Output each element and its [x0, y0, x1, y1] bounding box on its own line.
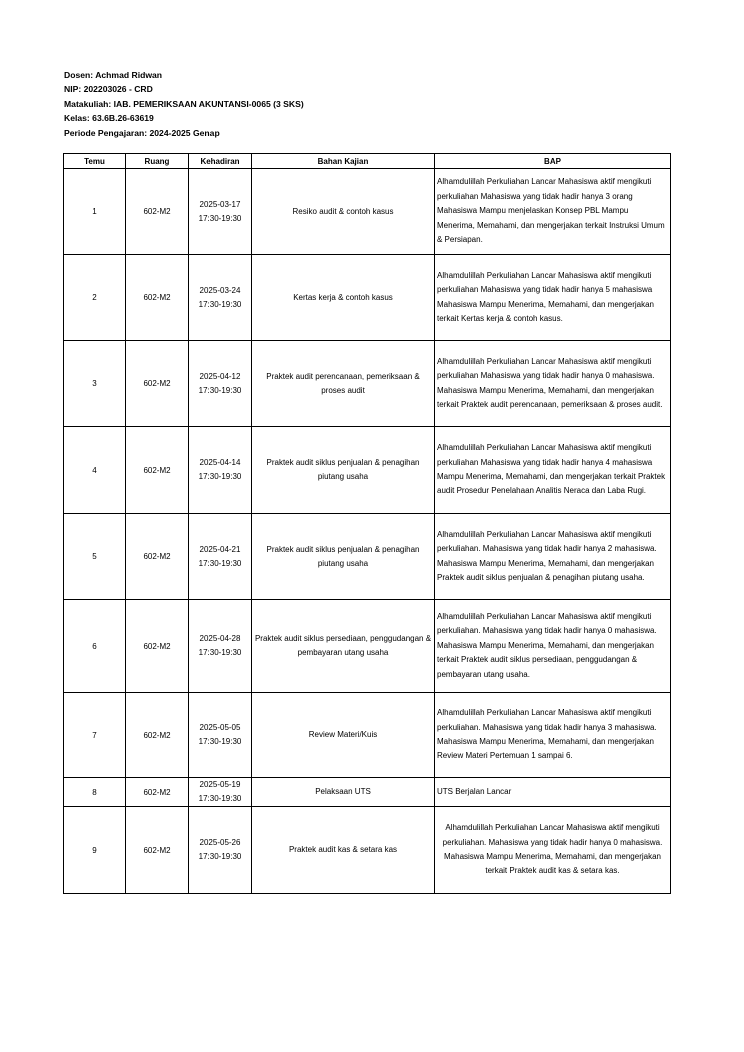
document-header	[64, 68, 304, 140]
kelas-line: Kelas: 63.6B.26-63619	[64, 113, 154, 124]
cell-bap: Alhamdulillah Perkuliahan Lancar Mahasiswa aktif mengikuti perkuliahan Mahasiswa yang tidak hadir hanya 4 mahasiswa Mampu Menerima, Memahami, dan mengerjakan terkait Praktek audit Prosedur Penelahaan Analitis Neraca dan Laba Rugi.	[435, 427, 671, 514]
bap-table	[63, 153, 671, 894]
cell-jam: 17:30-19:30	[198, 472, 242, 481]
table-row	[64, 514, 671, 600]
cell-temu: 3	[64, 341, 126, 427]
cell-kehadiran	[189, 807, 252, 894]
cell-bap: Alhamdulillah Perkuliahan Lancar Mahasiswa aktif mengikuti perkuliahan. Mahasiswa yang tidak hadir hanya 2 mahasiswa. Mahasiswa Mampu Menerima, Memahami, dan mengerjakan Praktek audit siklus penjualan & penagihan piutang usaha.	[435, 514, 671, 600]
cell-bahan-kajian: Kertas kerja & contoh kasus	[252, 255, 435, 341]
cell-kehadiran	[189, 778, 252, 807]
cell-ruang: 602-M2	[126, 427, 189, 514]
cell-bap: Alhamdulillah Perkuliahan Lancar Mahasiswa aktif mengikuti perkuliahan. Mahasiswa yang tidak hadir hanya 0 mahasiswa. Mahasiswa Mampu Menerima, Memahami, dan mengerjakan terkait Praktek audit kas & setara kas.	[435, 807, 671, 894]
cell-kehadiran	[189, 600, 252, 693]
cell-kehadiran	[189, 169, 252, 255]
cell-bahan-kajian: Praktek audit siklus persediaan, penggudangan & pembayaran utang usaha	[252, 600, 435, 693]
cell-temu: 4	[64, 427, 126, 514]
cell-tanggal: 2025-05-19	[199, 780, 241, 789]
col-header-kehadiran: Kehadiran	[189, 154, 252, 169]
cell-bahan-kajian: Review Materi/Kuis	[252, 693, 435, 778]
cell-bap: Alhamdulillah Perkuliahan Lancar Mahasiswa aktif mengikuti perkuliahan Mahasiswa yang tidak hadir hanya 3 orang Mahasiswa Mampu menjelaskan Konsep PBL Mampu Menerima, Memahami, dan mengerjakan terkait Instruksi Umum & Persiapan.	[435, 169, 671, 255]
cell-kehadiran	[189, 427, 252, 514]
cell-tanggal: 2025-04-21	[199, 544, 241, 554]
table-row	[64, 807, 671, 894]
cell-kehadiran	[189, 341, 252, 427]
cell-temu: 6	[64, 600, 126, 693]
cell-bahan-kajian: Resiko audit & contoh kasus	[252, 169, 435, 255]
cell-tanggal: 2025-05-05	[199, 723, 241, 732]
table-row	[64, 341, 671, 427]
cell-kehadiran	[189, 693, 252, 778]
matakuliah-line: Matakuliah: IAB. PEMERIKSAAN AKUNTANSI-0065 (3 SKS)	[64, 98, 304, 109]
cell-tanggal: 2025-04-28	[199, 634, 241, 643]
cell-bahan-kajian: Pelaksaan UTS	[252, 778, 435, 807]
col-header-ruang: Ruang	[126, 154, 189, 169]
cell-bahan-kajian: Praktek audit perencanaan, pemeriksaan & proses audit	[252, 341, 435, 427]
cell-tanggal: 2025-03-24	[199, 285, 241, 295]
col-header-bap: BAP	[435, 154, 671, 169]
cell-kehadiran	[189, 255, 252, 341]
table-row	[64, 600, 671, 693]
cell-ruang: 602-M2	[126, 778, 189, 807]
cell-jam: 17:30-19:30	[198, 558, 242, 568]
cell-tanggal: 2025-03-17	[199, 199, 241, 209]
cell-temu: 8	[64, 778, 126, 807]
cell-tanggal: 2025-05-26	[199, 838, 241, 847]
cell-jam: 17:30-19:30	[198, 852, 242, 861]
table-row	[64, 778, 671, 807]
cell-jam: 17:30-19:30	[198, 648, 242, 657]
cell-bahan-kajian: Praktek audit siklus penjualan & penagihan piutang usaha	[252, 427, 435, 514]
cell-temu: 1	[64, 169, 126, 255]
cell-ruang: 602-M2	[126, 693, 189, 778]
cell-kehadiran	[189, 514, 252, 600]
cell-tanggal: 2025-04-12	[199, 371, 241, 381]
cell-temu: 2	[64, 255, 126, 341]
table-header-row	[64, 154, 671, 169]
cell-ruang: 602-M2	[126, 341, 189, 427]
cell-jam: 17:30-19:30	[198, 213, 242, 223]
cell-jam: 17:30-19:30	[198, 299, 242, 309]
cell-bap: Alhamdulillah Perkuliahan Lancar Mahasiswa aktif mengikuti perkuliahan Mahasiswa yang tidak hadir hanya 0 mahasiswa. Mahasiswa Mampu Menerima, Memahami, dan mengerjakan terkait Praktek audit perencanaan, pemeriksaan & proses audit.	[435, 341, 671, 427]
cell-jam: 17:30-19:30	[198, 385, 242, 395]
cell-ruang: 602-M2	[126, 255, 189, 341]
cell-bap: Alhamdulillah Perkuliahan Lancar Mahasiswa aktif mengikuti perkuliahan. Mahasiswa yang tidak hadir hanya 0 mahasiswa. Mahasiswa Mampu Menerima, Memahami, dan mengerjakan terkait Praktek audit siklus persediaan, penggudangan & pembayaran utang usaha.	[435, 600, 671, 693]
cell-bap: Alhamdulillah Perkuliahan Lancar Mahasiswa aktif mengikuti perkuliahan. Mahasiswa yang tidak hadir hanya 3 mahasiswa. Mahasiswa Mampu Menerima, Memahami, dan mengerjakan Review Materi Pertemuan 1 sampai 6.	[435, 693, 671, 778]
table-row	[64, 255, 671, 341]
nip-line: NIP: 202203026 - CRD	[64, 84, 153, 95]
cell-bahan-kajian: Praktek audit siklus penjualan & penagihan piutang usaha	[252, 514, 435, 600]
col-header-temu: Temu	[64, 154, 126, 169]
cell-jam: 17:30-19:30	[198, 794, 242, 803]
cell-ruang: 602-M2	[126, 514, 189, 600]
dosen-line: Dosen: Achmad Ridwan	[64, 70, 163, 80]
table-row	[64, 427, 671, 514]
cell-tanggal: 2025-04-14	[199, 458, 241, 467]
cell-bap: UTS Berjalan Lancar	[435, 778, 671, 807]
cell-jam: 17:30-19:30	[198, 737, 242, 746]
cell-ruang: 602-M2	[126, 807, 189, 894]
table-row	[64, 693, 671, 778]
cell-ruang: 602-M2	[126, 169, 189, 255]
cell-ruang: 602-M2	[126, 600, 189, 693]
periode-line: Periode Pengajaran: 2024-2025 Genap	[64, 127, 220, 138]
cell-bap: Alhamdulillah Perkuliahan Lancar Mahasiswa aktif mengikuti perkuliahan Mahasiswa yang tidak hadir hanya 5 mahasiswa Mahasiswa Mampu Menerima, Memahami, dan mengerjakan terkait Kertas kerja & contoh kasus.	[435, 255, 671, 341]
cell-temu: 9	[64, 807, 126, 894]
table-row	[64, 169, 671, 255]
cell-bahan-kajian: Praktek audit kas & setara kas	[252, 807, 435, 894]
cell-temu: 7	[64, 693, 126, 778]
col-header-bahan-kajian: Bahan Kajian	[252, 154, 435, 169]
cell-temu: 5	[64, 514, 126, 600]
